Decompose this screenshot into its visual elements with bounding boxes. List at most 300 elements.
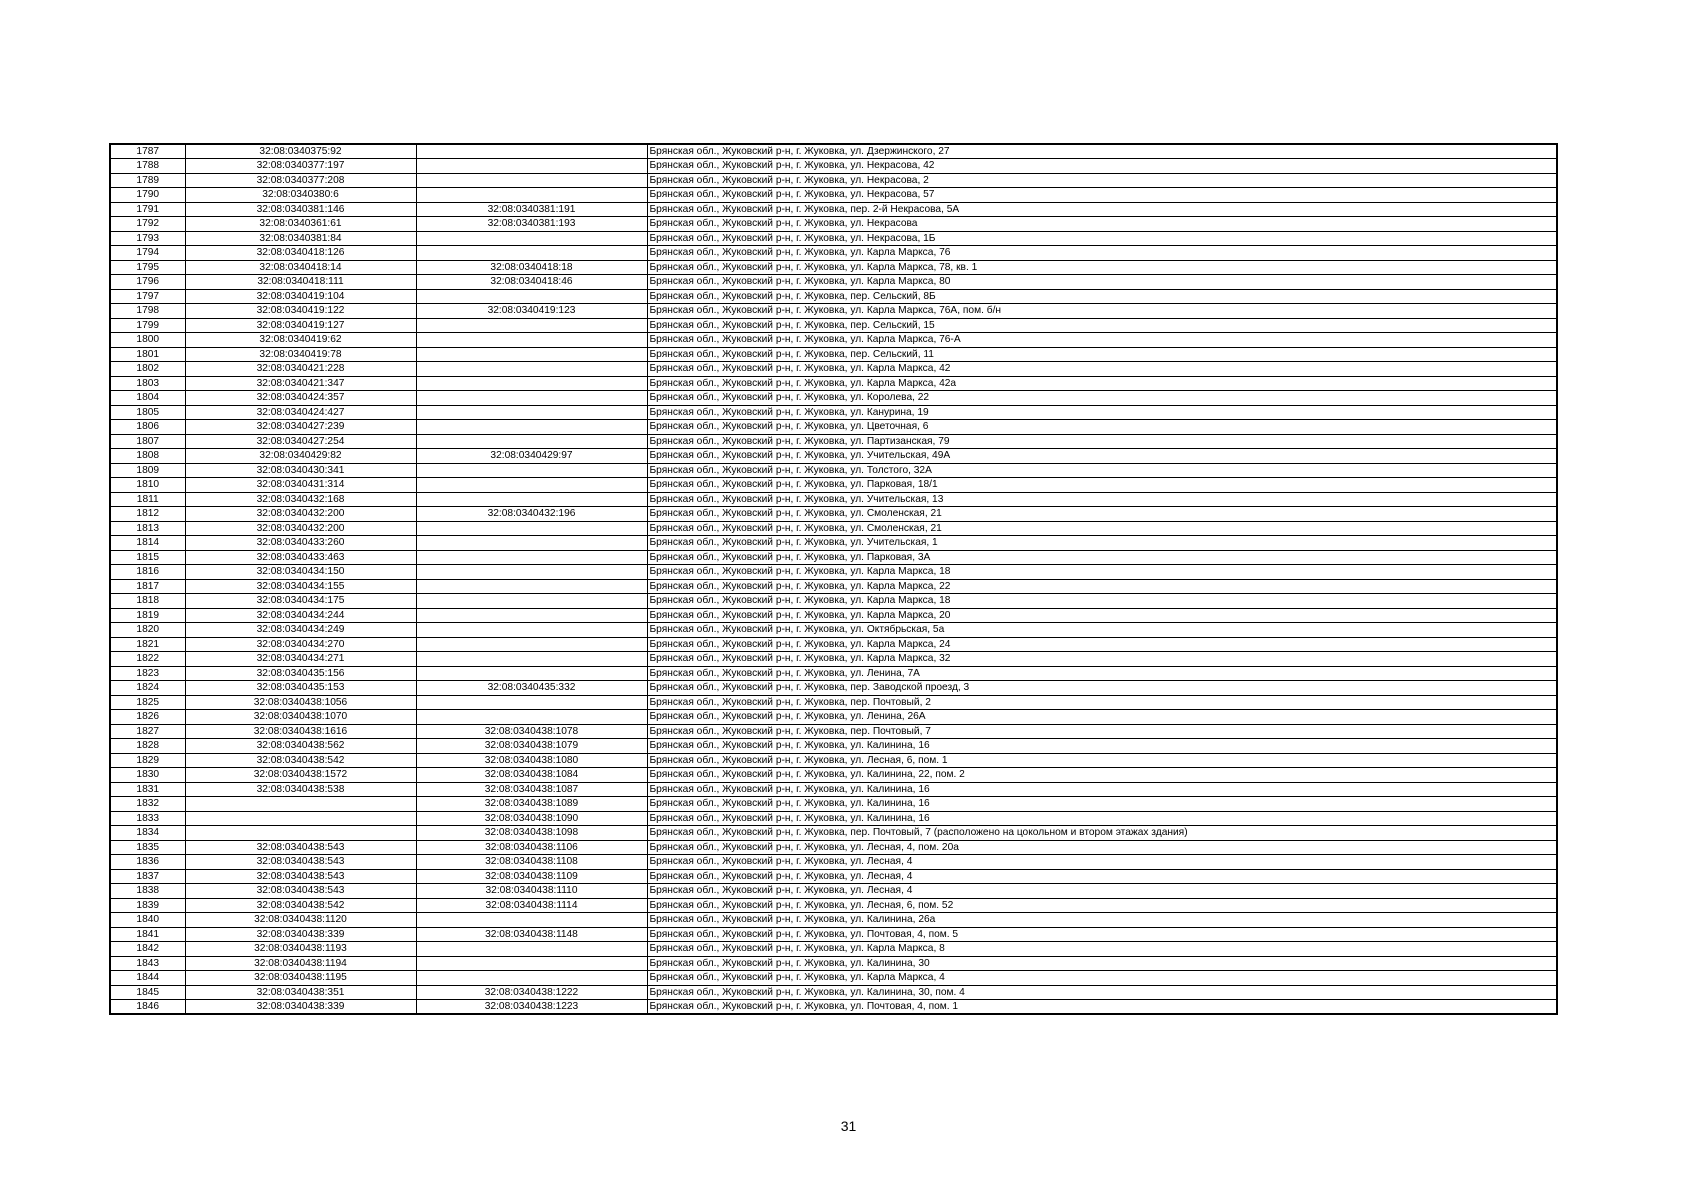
table-row [110, 521, 1557, 536]
address-cell: Брянская обл., Жуковский р-н, г. Жуковка, ул. Смоленская, 21 [647, 507, 1557, 522]
table-row [110, 405, 1557, 420]
related-cadastral-number-cell: 32:08:0340438:1108 [416, 855, 647, 870]
row-number-cell: 1825 [110, 695, 185, 710]
cadastral-number-cell: 32:08:0340434:270 [185, 637, 416, 652]
row-number-cell: 1793 [110, 231, 185, 246]
table-row [110, 579, 1557, 594]
table-row [110, 536, 1557, 551]
related-cadastral-number-cell [416, 405, 647, 420]
row-number-cell: 1787 [110, 144, 185, 159]
table-row [110, 362, 1557, 377]
table-row [110, 695, 1557, 710]
table-row [110, 840, 1557, 855]
row-number-cell: 1797 [110, 289, 185, 304]
row-number-cell: 1845 [110, 985, 185, 1000]
related-cadastral-number-cell [416, 594, 647, 609]
related-cadastral-number-cell [416, 463, 647, 478]
table-row [110, 768, 1557, 783]
table-row [110, 217, 1557, 232]
row-number-cell: 1806 [110, 420, 185, 435]
cadastral-number-cell: 32:08:0340438:1193 [185, 942, 416, 957]
address-cell: Брянская обл., Жуковский р-н, г. Жуковка, ул. Парковая, 3А [647, 550, 1557, 565]
table-row [110, 869, 1557, 884]
cadastral-number-cell: 32:08:0340430:341 [185, 463, 416, 478]
table-row [110, 797, 1557, 812]
row-number-cell: 1819 [110, 608, 185, 623]
row-number-cell: 1814 [110, 536, 185, 551]
cadastral-number-cell: 32:08:0340438:542 [185, 898, 416, 913]
related-cadastral-number-cell [416, 246, 647, 261]
table-row [110, 884, 1557, 899]
table-row [110, 652, 1557, 667]
table-row [110, 637, 1557, 652]
table-row [110, 724, 1557, 739]
related-cadastral-number-cell: 32:08:0340438:1079 [416, 739, 647, 754]
table-row [110, 507, 1557, 522]
address-cell: Брянская обл., Жуковский р-н, г. Жуковка, пер. Почтовый, 2 [647, 695, 1557, 710]
cadastral-number-cell: 32:08:0340438:543 [185, 840, 416, 855]
table-row [110, 420, 1557, 435]
related-cadastral-number-cell: 32:08:0340438:1106 [416, 840, 647, 855]
related-cadastral-number-cell: 32:08:0340438:1078 [416, 724, 647, 739]
table-row [110, 202, 1557, 217]
table-row [110, 318, 1557, 333]
related-cadastral-number-cell [416, 478, 647, 493]
cadastral-number-cell: 32:08:0340377:197 [185, 159, 416, 174]
related-cadastral-number-cell: 32:08:0340438:1098 [416, 826, 647, 841]
table-row [110, 666, 1557, 681]
row-number-cell: 1832 [110, 797, 185, 812]
row-number-cell: 1805 [110, 405, 185, 420]
row-number-cell: 1829 [110, 753, 185, 768]
cadastral-number-cell: 32:08:0340431:314 [185, 478, 416, 493]
row-number-cell: 1811 [110, 492, 185, 507]
row-number-cell: 1821 [110, 637, 185, 652]
cadastral-number-cell: 32:08:0340421:347 [185, 376, 416, 391]
table-row [110, 550, 1557, 565]
row-number-cell: 1799 [110, 318, 185, 333]
related-cadastral-number-cell: 32:08:0340429:97 [416, 449, 647, 464]
row-number-cell: 1841 [110, 927, 185, 942]
table-row [110, 811, 1557, 826]
address-cell: Брянская обл., Жуковский р-н, г. Жуковка, ул. Калинина, 22, пом. 2 [647, 768, 1557, 783]
row-number-cell: 1840 [110, 913, 185, 928]
address-cell: Брянская обл., Жуковский р-н, г. Жуковка, ул. Карла Маркса, 76А, пом. б/н [647, 304, 1557, 319]
cadastral-number-cell: 32:08:0340438:543 [185, 884, 416, 899]
related-cadastral-number-cell [416, 637, 647, 652]
related-cadastral-number-cell: 32:08:0340438:1080 [416, 753, 647, 768]
table-row [110, 681, 1557, 696]
cadastral-number-cell: 32:08:0340434:244 [185, 608, 416, 623]
cadastral-number-cell: 32:08:0340434:155 [185, 579, 416, 594]
cadastral-number-cell [185, 826, 416, 841]
row-number-cell: 1844 [110, 971, 185, 986]
cadastral-number-cell: 32:08:0340438:1070 [185, 710, 416, 725]
table-row [110, 985, 1557, 1000]
row-number-cell: 1815 [110, 550, 185, 565]
row-number-cell: 1843 [110, 956, 185, 971]
table-row [110, 913, 1557, 928]
related-cadastral-number-cell [416, 347, 647, 362]
table-row [110, 260, 1557, 275]
related-cadastral-number-cell [416, 362, 647, 377]
address-cell: Брянская обл., Жуковский р-н, г. Жуковка, ул. Почтовая, 4, пом. 5 [647, 927, 1557, 942]
cadastral-number-cell: 32:08:0340377:208 [185, 173, 416, 188]
cadastral-number-cell: 32:08:0340427:254 [185, 434, 416, 449]
address-cell: Брянская обл., Жуковский р-н, г. Жуковка, ул. Лесная, 6, пом. 52 [647, 898, 1557, 913]
row-number-cell: 1830 [110, 768, 185, 783]
address-cell: Брянская обл., Жуковский р-н, г. Жуковка, ул. Некрасова, 57 [647, 188, 1557, 203]
related-cadastral-number-cell [416, 434, 647, 449]
address-cell: Брянская обл., Жуковский р-н, г. Жуковка, ул. Карла Маркса, 42 [647, 362, 1557, 377]
related-cadastral-number-cell: 32:08:0340418:18 [416, 260, 647, 275]
cadastral-number-cell: 32:08:0340438:1195 [185, 971, 416, 986]
table-row [110, 333, 1557, 348]
cadastral-number-cell: 32:08:0340419:104 [185, 289, 416, 304]
row-number-cell: 1816 [110, 565, 185, 580]
row-number-cell: 1813 [110, 521, 185, 536]
cadastral-number-cell: 32:08:0340438:351 [185, 985, 416, 1000]
address-cell: Брянская обл., Жуковский р-н, г. Жуковка, ул. Парковая, 18/1 [647, 478, 1557, 493]
address-cell: Брянская обл., Жуковский р-н, г. Жуковка, пер. Сельский, 8Б [647, 289, 1557, 304]
row-number-cell: 1788 [110, 159, 185, 174]
table-row [110, 391, 1557, 406]
table-row [110, 927, 1557, 942]
related-cadastral-number-cell [416, 913, 647, 928]
cadastral-number-cell: 32:08:0340381:84 [185, 231, 416, 246]
address-cell: Брянская обл., Жуковский р-н, г. Жуковка, ул. Лесная, 6, пом. 1 [647, 753, 1557, 768]
table-row [110, 594, 1557, 609]
cadastral-number-cell: 32:08:0340434:175 [185, 594, 416, 609]
address-cell: Брянская обл., Жуковский р-н, г. Жуковка, ул. Карла Маркса, 76-А [647, 333, 1557, 348]
related-cadastral-number-cell: 32:08:0340438:1089 [416, 797, 647, 812]
address-cell: Брянская обл., Жуковский р-н, г. Жуковка, ул. Лесная, 4 [647, 869, 1557, 884]
table-row [110, 449, 1557, 464]
related-cadastral-number-cell: 32:08:0340438:1114 [416, 898, 647, 913]
cadastral-number-cell: 32:08:0340438:562 [185, 739, 416, 754]
cadastral-number-cell: 32:08:0340424:357 [185, 391, 416, 406]
address-cell: Брянская обл., Жуковский р-н, г. Жуковка, пер. Сельский, 15 [647, 318, 1557, 333]
address-cell: Брянская обл., Жуковский р-н, г. Жуковка, ул. Учительская, 1 [647, 536, 1557, 551]
table-row [110, 231, 1557, 246]
related-cadastral-number-cell [416, 521, 647, 536]
address-cell: Брянская обл., Жуковский р-н, г. Жуковка, ул. Калинина, 16 [647, 739, 1557, 754]
related-cadastral-number-cell [416, 971, 647, 986]
related-cadastral-number-cell [416, 550, 647, 565]
table-row [110, 376, 1557, 391]
address-cell: Брянская обл., Жуковский р-н, г. Жуковка, ул. Партизанская, 79 [647, 434, 1557, 449]
row-number-cell: 1794 [110, 246, 185, 261]
address-cell: Брянская обл., Жуковский р-н, г. Жуковка, ул. Королева, 22 [647, 391, 1557, 406]
related-cadastral-number-cell: 32:08:0340438:1087 [416, 782, 647, 797]
cadastral-number-cell: 32:08:0340418:111 [185, 275, 416, 290]
table-row [110, 144, 1557, 159]
address-cell: Брянская обл., Жуковский р-н, г. Жуковка, пер. Заводской проезд, 3 [647, 681, 1557, 696]
related-cadastral-number-cell [416, 391, 647, 406]
table-row [110, 1000, 1557, 1015]
cadastral-number-cell: 32:08:0340419:122 [185, 304, 416, 319]
table-row [110, 173, 1557, 188]
related-cadastral-number-cell [416, 333, 647, 348]
row-number-cell: 1828 [110, 739, 185, 754]
table-row [110, 710, 1557, 725]
row-number-cell: 1809 [110, 463, 185, 478]
row-number-cell: 1823 [110, 666, 185, 681]
address-cell: Брянская обл., Жуковский р-н, г. Жуковка, ул. Октябрьская, 5а [647, 623, 1557, 638]
address-cell: Брянская обл., Жуковский р-н, г. Жуковка, пер. Почтовый, 7 [647, 724, 1557, 739]
cadastral-number-cell: 32:08:0340438:538 [185, 782, 416, 797]
row-number-cell: 1838 [110, 884, 185, 899]
address-cell: Брянская обл., Жуковский р-н, г. Жуковка, ул. Карла Маркса, 18 [647, 594, 1557, 609]
cadastral-number-cell: 32:08:0340438:1616 [185, 724, 416, 739]
address-cell: Брянская обл., Жуковский р-н, г. Жуковка, ул. Карла Маркса, 4 [647, 971, 1557, 986]
cadastral-number-cell: 32:08:0340424:427 [185, 405, 416, 420]
related-cadastral-number-cell: 32:08:0340438:1090 [416, 811, 647, 826]
row-number-cell: 1796 [110, 275, 185, 290]
cadastral-number-cell: 32:08:0340438:543 [185, 869, 416, 884]
table-row [110, 956, 1557, 971]
related-cadastral-number-cell [416, 666, 647, 681]
cadastral-number-cell: 32:08:0340438:1194 [185, 956, 416, 971]
row-number-cell: 1798 [110, 304, 185, 319]
table-row [110, 275, 1557, 290]
related-cadastral-number-cell [416, 231, 647, 246]
cadastral-number-cell [185, 811, 416, 826]
related-cadastral-number-cell: 32:08:0340418:46 [416, 275, 647, 290]
table-row [110, 565, 1557, 580]
cadastral-number-cell: 32:08:0340418:14 [185, 260, 416, 275]
cadastral-number-cell: 32:08:0340380:6 [185, 188, 416, 203]
related-cadastral-number-cell: 32:08:0340438:1109 [416, 869, 647, 884]
address-cell: Брянская обл., Жуковский р-н, г. Жуковка, ул. Некрасова, 42 [647, 159, 1557, 174]
table-row [110, 898, 1557, 913]
address-cell: Брянская обл., Жуковский р-н, г. Жуковка, ул. Канурина, 19 [647, 405, 1557, 420]
address-cell: Брянская обл., Жуковский р-н, г. Жуковка, пер. Сельский, 11 [647, 347, 1557, 362]
address-cell: Брянская обл., Жуковский р-н, г. Жуковка, пер. 2-й Некрасова, 5А [647, 202, 1557, 217]
row-number-cell: 1834 [110, 826, 185, 841]
table-row [110, 782, 1557, 797]
related-cadastral-number-cell [416, 318, 647, 333]
row-number-cell: 1835 [110, 840, 185, 855]
related-cadastral-number-cell [416, 579, 647, 594]
related-cadastral-number-cell: 32:08:0340432:196 [416, 507, 647, 522]
row-number-cell: 1836 [110, 855, 185, 870]
table-row [110, 478, 1557, 493]
table-row [110, 289, 1557, 304]
related-cadastral-number-cell: 32:08:0340438:1222 [416, 985, 647, 1000]
related-cadastral-number-cell: 32:08:0340438:1084 [416, 768, 647, 783]
address-cell: Брянская обл., Жуковский р-н, г. Жуковка, ул. Карла Маркса, 78, кв. 1 [647, 260, 1557, 275]
related-cadastral-number-cell [416, 695, 647, 710]
address-cell: Брянская обл., Жуковский р-н, г. Жуковка, ул. Ленина, 26А [647, 710, 1557, 725]
cadastral-number-cell: 32:08:0340438:339 [185, 927, 416, 942]
table-row [110, 826, 1557, 841]
address-cell: Брянская обл., Жуковский р-н, г. Жуковка, ул. Карла Маркса, 32 [647, 652, 1557, 667]
related-cadastral-number-cell: 32:08:0340435:332 [416, 681, 647, 696]
cadastral-number-cell: 32:08:0340434:150 [185, 565, 416, 580]
address-cell: Брянская обл., Жуковский р-н, г. Жуковка, ул. Некрасова, 2 [647, 173, 1557, 188]
cadastral-number-cell: 32:08:0340427:239 [185, 420, 416, 435]
cadastral-number-cell: 32:08:0340434:271 [185, 652, 416, 667]
related-cadastral-number-cell [416, 956, 647, 971]
table-row [110, 463, 1557, 478]
related-cadastral-number-cell: 32:08:0340419:123 [416, 304, 647, 319]
cadastral-number-cell: 32:08:0340429:82 [185, 449, 416, 464]
row-number-cell: 1803 [110, 376, 185, 391]
cadastral-number-cell: 32:08:0340419:62 [185, 333, 416, 348]
table-row [110, 347, 1557, 362]
row-number-cell: 1792 [110, 217, 185, 232]
table-row [110, 492, 1557, 507]
row-number-cell: 1791 [110, 202, 185, 217]
related-cadastral-number-cell [416, 289, 647, 304]
address-cell: Брянская обл., Жуковский р-н, г. Жуковка, ул. Дзержинского, 27 [647, 144, 1557, 159]
cadastral-number-cell: 32:08:0340433:260 [185, 536, 416, 551]
table-row [110, 434, 1557, 449]
related-cadastral-number-cell: 32:08:0340438:1148 [416, 927, 647, 942]
address-cell: Брянская обл., Жуковский р-н, г. Жуковка, ул. Ленина, 7А [647, 666, 1557, 681]
cadastral-number-cell: 32:08:0340438:543 [185, 855, 416, 870]
cadastral-number-cell: 32:08:0340418:126 [185, 246, 416, 261]
address-cell: Брянская обл., Жуковский р-н, г. Жуковка, ул. Смоленская, 21 [647, 521, 1557, 536]
records-table-body [110, 144, 1557, 1014]
address-cell: Брянская обл., Жуковский р-н, г. Жуковка, ул. Почтовая, 4, пом. 1 [647, 1000, 1557, 1015]
address-cell: Брянская обл., Жуковский р-н, г. Жуковка, ул. Карла Маркса, 22 [647, 579, 1557, 594]
cadastral-number-cell: 32:08:0340432:168 [185, 492, 416, 507]
address-cell: Брянская обл., Жуковский р-н, г. Жуковка, ул. Калинина, 30, пом. 4 [647, 985, 1557, 1000]
address-cell: Брянская обл., Жуковский р-н, г. Жуковка, ул. Калинина, 16 [647, 797, 1557, 812]
address-cell: Брянская обл., Жуковский р-н, г. Жуковка, ул. Калинина, 16 [647, 782, 1557, 797]
address-cell: Брянская обл., Жуковский р-н, г. Жуковка, ул. Цветочная, 6 [647, 420, 1557, 435]
related-cadastral-number-cell [416, 173, 647, 188]
row-number-cell: 1826 [110, 710, 185, 725]
cadastral-number-cell: 32:08:0340361:61 [185, 217, 416, 232]
address-cell: Брянская обл., Жуковский р-н, г. Жуковка, ул. Карла Маркса, 20 [647, 608, 1557, 623]
cadastral-number-cell: 32:08:0340419:78 [185, 347, 416, 362]
address-cell: Брянская обл., Жуковский р-н, г. Жуковка, ул. Калинина, 30 [647, 956, 1557, 971]
row-number-cell: 1822 [110, 652, 185, 667]
table-row [110, 304, 1557, 319]
row-number-cell: 1810 [110, 478, 185, 493]
table-row [110, 188, 1557, 203]
row-number-cell: 1831 [110, 782, 185, 797]
table-row [110, 608, 1557, 623]
address-cell: Брянская обл., Жуковский р-н, г. Жуковка, ул. Карла Маркса, 8 [647, 942, 1557, 957]
cadastral-number-cell: 32:08:0340438:1572 [185, 768, 416, 783]
cadastral-number-cell: 32:08:0340433:463 [185, 550, 416, 565]
table-row [110, 246, 1557, 261]
address-cell: Брянская обл., Жуковский р-н, г. Жуковка, ул. Карла Маркса, 80 [647, 275, 1557, 290]
cadastral-number-cell [185, 797, 416, 812]
related-cadastral-number-cell [416, 710, 647, 725]
related-cadastral-number-cell [416, 608, 647, 623]
row-number-cell: 1842 [110, 942, 185, 957]
related-cadastral-number-cell [416, 188, 647, 203]
related-cadastral-number-cell [416, 565, 647, 580]
address-cell: Брянская обл., Жуковский р-н, г. Жуковка, ул. Некрасова [647, 217, 1557, 232]
table-row [110, 159, 1557, 174]
row-number-cell: 1817 [110, 579, 185, 594]
records-table [109, 143, 1558, 1015]
table-row [110, 739, 1557, 754]
related-cadastral-number-cell: 32:08:0340381:191 [416, 202, 647, 217]
related-cadastral-number-cell: 32:08:0340438:1110 [416, 884, 647, 899]
cadastral-number-cell: 32:08:0340421:228 [185, 362, 416, 377]
row-number-cell: 1827 [110, 724, 185, 739]
row-number-cell: 1837 [110, 869, 185, 884]
address-cell: Брянская обл., Жуковский р-н, г. Жуковка, ул. Лесная, 4 [647, 884, 1557, 899]
table-row [110, 971, 1557, 986]
address-cell: Брянская обл., Жуковский р-н, г. Жуковка, пер. Почтовый, 7 (расположено на цокольном и втором этажах здания) [647, 826, 1557, 841]
address-cell: Брянская обл., Жуковский р-н, г. Жуковка, ул. Толстого, 32А [647, 463, 1557, 478]
related-cadastral-number-cell: 32:08:0340381:193 [416, 217, 647, 232]
address-cell: Брянская обл., Жуковский р-н, г. Жуковка, ул. Лесная, 4 [647, 855, 1557, 870]
address-cell: Брянская обл., Жуковский р-н, г. Жуковка, ул. Калинина, 16 [647, 811, 1557, 826]
row-number-cell: 1818 [110, 594, 185, 609]
page-number: 31 [840, 1118, 857, 1134]
row-number-cell: 1824 [110, 681, 185, 696]
related-cadastral-number-cell [416, 536, 647, 551]
cadastral-number-cell: 32:08:0340438:542 [185, 753, 416, 768]
address-cell: Брянская обл., Жуковский р-н, г. Жуковка, ул. Лесная, 4, пом. 20а [647, 840, 1557, 855]
cadastral-number-cell: 32:08:0340419:127 [185, 318, 416, 333]
address-cell: Брянская обл., Жуковский р-н, г. Жуковка, ул. Учительская, 49А [647, 449, 1557, 464]
related-cadastral-number-cell [416, 652, 647, 667]
table-row [110, 623, 1557, 638]
cadastral-number-cell: 32:08:0340435:156 [185, 666, 416, 681]
cadastral-number-cell: 32:08:0340381:146 [185, 202, 416, 217]
related-cadastral-number-cell [416, 376, 647, 391]
address-cell: Брянская обл., Жуковский р-н, г. Жуковка, ул. Некрасова, 1Б [647, 231, 1557, 246]
cadastral-number-cell: 32:08:0340435:153 [185, 681, 416, 696]
row-number-cell: 1800 [110, 333, 185, 348]
related-cadastral-number-cell [416, 420, 647, 435]
row-number-cell: 1807 [110, 434, 185, 449]
row-number-cell: 1839 [110, 898, 185, 913]
address-cell: Брянская обл., Жуковский р-н, г. Жуковка, ул. Карла Маркса, 24 [647, 637, 1557, 652]
related-cadastral-number-cell [416, 144, 647, 159]
row-number-cell: 1795 [110, 260, 185, 275]
cadastral-number-cell: 32:08:0340438:1056 [185, 695, 416, 710]
row-number-cell: 1801 [110, 347, 185, 362]
related-cadastral-number-cell [416, 942, 647, 957]
row-number-cell: 1820 [110, 623, 185, 638]
row-number-cell: 1804 [110, 391, 185, 406]
row-number-cell: 1802 [110, 362, 185, 377]
address-cell: Брянская обл., Жуковский р-н, г. Жуковка, ул. Карла Маркса, 76 [647, 246, 1557, 261]
address-cell: Брянская обл., Жуковский р-н, г. Жуковка, ул. Калинина, 26а [647, 913, 1557, 928]
related-cadastral-number-cell: 32:08:0340438:1223 [416, 1000, 647, 1015]
related-cadastral-number-cell [416, 492, 647, 507]
row-number-cell: 1808 [110, 449, 185, 464]
row-number-cell: 1833 [110, 811, 185, 826]
table-row [110, 753, 1557, 768]
cadastral-number-cell: 32:08:0340438:339 [185, 1000, 416, 1015]
cadastral-number-cell: 32:08:0340432:200 [185, 521, 416, 536]
cadastral-number-cell: 32:08:0340432:200 [185, 507, 416, 522]
row-number-cell: 1812 [110, 507, 185, 522]
related-cadastral-number-cell [416, 623, 647, 638]
address-cell: Брянская обл., Жуковский р-н, г. Жуковка, ул. Карла Маркса, 42а [647, 376, 1557, 391]
related-cadastral-number-cell [416, 159, 647, 174]
cadastral-number-cell: 32:08:0340375:92 [185, 144, 416, 159]
cadastral-number-cell: 32:08:0340438:1120 [185, 913, 416, 928]
address-cell: Брянская обл., Жуковский р-н, г. Жуковка, ул. Учительская, 13 [647, 492, 1557, 507]
cadastral-number-cell: 32:08:0340434:249 [185, 623, 416, 638]
table-row [110, 855, 1557, 870]
row-number-cell: 1790 [110, 188, 185, 203]
table-row [110, 942, 1557, 957]
